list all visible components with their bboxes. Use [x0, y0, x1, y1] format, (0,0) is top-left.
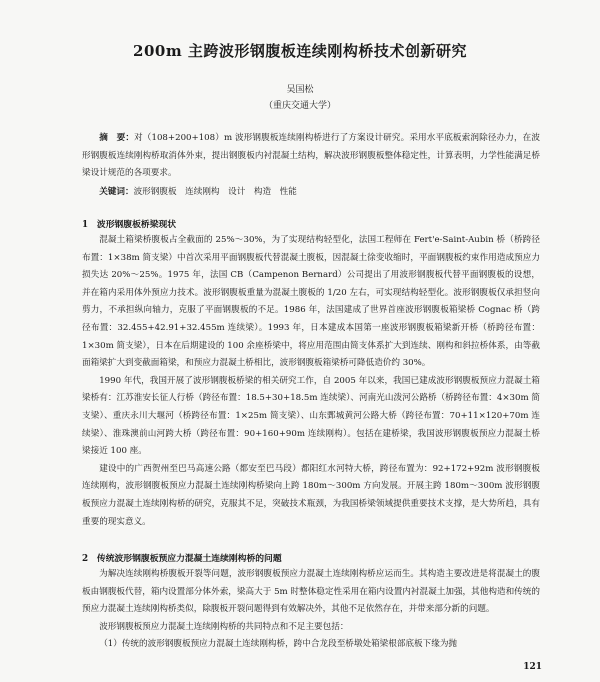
keywords-label: 关键词：	[99, 187, 134, 197]
paper-title: 200m 主跨波形钢腹板连续刚构桥技术创新研究	[133, 42, 467, 60]
keywords	[82, 184, 540, 202]
abstract-label: 摘 要：	[99, 133, 135, 143]
paragraph: （1）传统的波形钢腹板预应力混凝土连续刚构桥，跨中合龙段至桥墩处箱梁根部底板下缘为抛	[99, 639, 458, 650]
abstract	[82, 130, 540, 183]
section-1-heading: 1 波形钢腹板桥梁现状	[82, 220, 177, 230]
section-1-body	[82, 232, 540, 531]
paragraph: 为解决连续刚构桥腹板开裂等问题，波形钢腹板预应力混凝土连续刚构桥应运而生。其构造主要改进是将混凝土的腹板由钢腹板代替，箱内设置部分体外索，梁高大于 5m 时整体稳定性采用在箱内设置内衬混凝土加强，其他构造和传统的预应力混凝土连续刚构桥类似，除腹板开裂问题得到有效解决外，其他不足依然存在，并带来部分新的问题。	[82, 569, 540, 615]
keywords-text: 波形钢腹板 连续刚构 设计 构造 性能	[133, 187, 297, 197]
paragraph: 1990 年代，我国开展了波形钢腹板桥梁的相关研究工作，自 2005 年以来，我国已建成波形钢腹板预应力混凝土箱梁桥有：江苏淮安长征人行桥（跨径布置：18.5+30+18.5m 连续梁）、河南光山泼河公路桥（桥跨径布置：4×30m 简支梁）、重庆永川大堰河（桥跨径布置：1×25m 简支梁）、山东鄄城黄河公路大桥（跨径布置：70+11×120+70m 连续梁）、淮珠澳前山河跨大桥（跨径布置：90+160+90m 连续刚构）。包括在建桥梁，我国波形钢腹板预应力混凝土桥梁接近 100 座。	[82, 375, 540, 457]
author-name: 吴国松	[286, 85, 314, 95]
author-affiliation: （重庆交通大学）	[263, 101, 336, 111]
paragraph: 波形钢腹板预应力混凝土连续刚构桥的共同特点和不足主要包括：	[99, 621, 349, 632]
paragraph: 建设中的广西贺州至巴马高速公路（都安至巴马段）都阳红水河特大桥，跨径布置为：92+172+92m 波形钢腹板连续刚构，波形钢腹板预应力混凝土连续刚构桥梁向上跨 180m～300m 方向发展。开展主跨 180m～300m 波形钢腹板预应力混凝土连续刚构桥的研究，克服其不足，突破技术瓶颈，为我国桥梁领域提供重要技术支撑，是大势所趋，具有重要的现实意义。	[82, 463, 540, 527]
page-number: 121	[523, 662, 542, 672]
section-2-heading: 2 传统波形钢腹板预应力混凝土连续刚构桥的问题	[82, 554, 282, 564]
abstract-text: 对（108+200+108）m 波形钢腹板连续刚构桥进行了方案设计研究。采用水平底板索润除径办力，在波形钢腹板连续刚构桥取消体外束，提出钢腹板内衬混凝土结构，解决波形钢腹板整体稳定性，计算表明，力学性能满足桥梁设计规范的各项要求。	[82, 133, 540, 179]
paragraph: 混凝土箱梁桥腹板占全截面的 25%～30%，为了实现结构轻型化，法国工程师在 Fert'e-Saint-Aubin 桥（桥跨径布置：1×38m 简支梁）中首次采用平面钢腹板代替混凝土腹板，因混凝土徐变收缩时，平面钢腹板约束作用造成预应力损失达 20%～25%。1975 年，法国 CB（Campenon Bernard）公司提出了用波形钢腹板代替平面钢腹板的设想，并在箱内采用体外预应力技术。波形钢腹板重量为混凝土腹板的 1/20 左右，可实现结构轻型化。波形钢腹板仅承担竖向剪力，不承担纵向轴力，克服了平面钢腹板的不足。1986 年，法国建成了世界首座波形钢腹板箱梁桥 Cognac 桥（跨径布置：32.455+42.91+32.455m 连续梁）。1993 年，日本建成本国第一座波形钢腹板箱梁新开桥（桥跨径布置：1×30m 简支梁），日本在后期建设的 100 余座桥梁中，将应用范围由简支体系扩大到连续、刚构和斜拉桥体系，由等截面箱梁扩大到变截面箱梁，和预应力混凝土桥相比，波形钢腹板箱梁桥可降低造价约 30%。	[82, 235, 540, 369]
section-2-body	[82, 566, 540, 654]
